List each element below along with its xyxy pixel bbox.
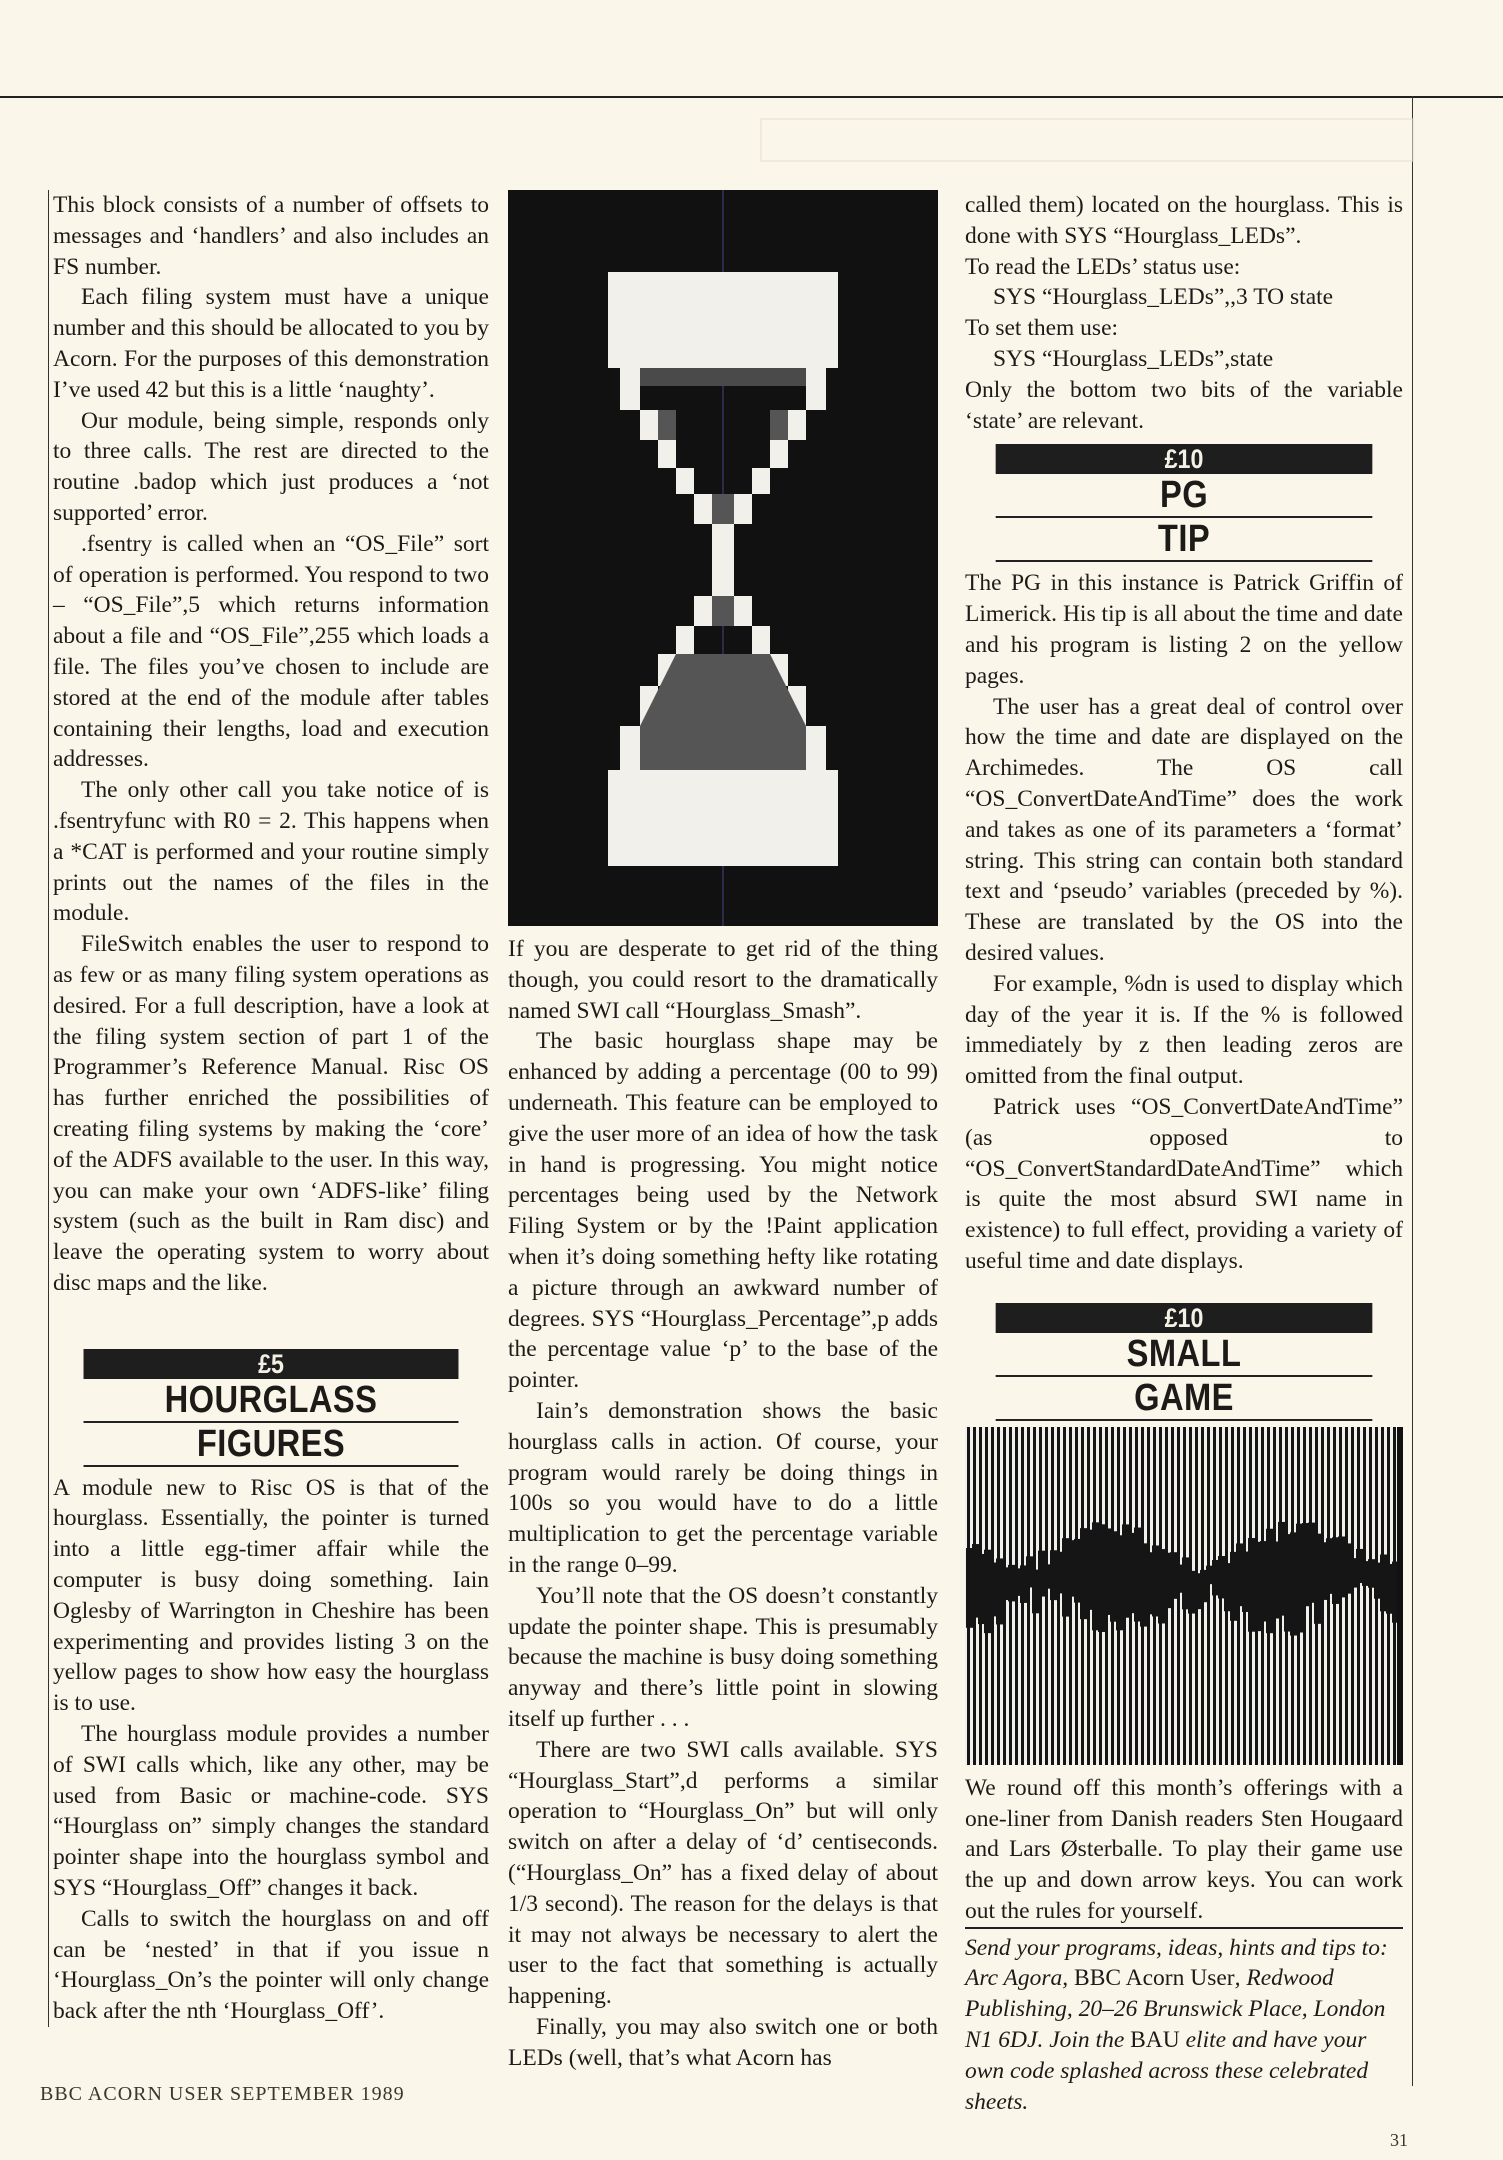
paragraph: If you are desperate to get rid of the thing though, you could resort to the dramatically named SWI call “Hourglass_Smash”. <box>508 936 938 1024</box>
small-game-heading <box>996 1303 1373 1421</box>
paragraph: Iain’s demonstration shows the basic hourglass calls in action. Of course, your program would rarely be doing things in 100s so you would have to do a little multiplication to get the percentage variable in the range 0–99. <box>508 1397 938 1578</box>
paragraph: You’ll note that the OS doesn’t constantly update the pointer shape. This is presumably because the machine is busy doing something anyway and there’s little point in slowing itself up further . . . <box>508 1582 938 1732</box>
section-title-line2: FIGURES <box>84 1423 459 1467</box>
hourglass-figures-heading <box>84 1349 459 1467</box>
paragraph: Finally, you may also switch one or both LEDs (well, that’s what Acorn has <box>508 2013 938 2071</box>
credit-text: Send your programs, ideas, hints and tips to: Arc Agora, <box>965 1934 1388 1992</box>
prize-badge: £10 <box>996 1303 1373 1333</box>
paragraph: .fsentry is called when an “OS_File” sort of operation is performed. You respond to two – “OS_File”,5 which returns information about a file and “OS_File”,255 which loads a file. The files you’ve chosen to include are stored at the end of the module after tables containing their lengths, load and execution addresses. <box>53 530 489 773</box>
paragraph: The only other call you take notice of is .fsentryfunc with R0 = 2. This happens when a *CAT is performed and your routine simply prints out the names of the files in the module. <box>53 777 489 927</box>
paragraph: For example, %dn is used to display which day of the year it is. If the % is followed immediately by z then leading zeros are omitted from the final output. <box>965 970 1403 1090</box>
code-line: SYS “Hourglass_LEDs”,state <box>993 345 1274 372</box>
bau-name: BAU <box>1130 2027 1180 2054</box>
prize-badge: £10 <box>996 444 1373 474</box>
paragraph: called them) located on the hourglass. This is done with SYS “Hourglass_LEDs”. <box>965 192 1403 249</box>
paragraph: The hourglass module provides a number of SWI calls which, like any other, may be used from Basic or machine-code. SYS “Hourglass on” simply changes the standard pointer shape into the hourglass symbol and SYS “Hourglass_Off” changes it back. <box>53 1721 489 1902</box>
paragraph: To read the LEDs’ status use: <box>965 253 1241 280</box>
section-title-line1: HOURGLASS <box>84 1379 459 1423</box>
section-title-line1: PG <box>996 474 1373 518</box>
paragraph: A module new to Risc OS is that of the hourglass. Essentially, the pointer is turned into a little egg-timer affair while the computer is busy doing something. Iain Oglesby of Warrington in Cheshire has been experimenting and provides listing 3 on the yellow pages to show how easy the hourglass is to use. <box>53 1474 489 1717</box>
section-title-line2: GAME <box>996 1377 1373 1421</box>
submission-credit <box>965 1927 1403 2118</box>
column-3 <box>965 190 1403 2117</box>
page-number: 31 <box>1390 2130 1408 2150</box>
hourglass-pixel-art-icon <box>508 190 938 926</box>
footer-publication: BBC ACORN USER SEPTEMBER 1989 <box>40 2083 405 2105</box>
paragraph: Only the bottom two bits of the variable ‘state’ are relevant. <box>965 376 1403 434</box>
paragraph: This block consists of a number of offsets to messages and ‘handlers’ and also includes an FS number. <box>53 192 489 280</box>
paragraph: To set them use: <box>965 315 1119 342</box>
paragraph: We round off this month’s offerings with a one-liner from Danish readers Sten Hougaard and Lars Østerballe. To play their game use the up and down arrow keys. You can work out the rules for yourself. <box>965 1774 1403 1924</box>
right-rule <box>1412 96 1413 2086</box>
paragraph: Our module, being simple, responds only to three calls. The rest are directed to the routine .badop which just produces a ‘not supported’ error. <box>53 407 489 526</box>
magazine-name: BBC Acorn User <box>1074 1965 1235 1992</box>
paragraph: The PG in this instance is Patrick Griffin of Limerick. His tip is all about the time and date and his program is listing 2 on the yellow pages. <box>965 570 1403 689</box>
bleed-through <box>760 118 1414 162</box>
column-1 <box>48 190 489 2027</box>
top-rule <box>0 96 1503 98</box>
prize-badge: £5 <box>84 1349 459 1379</box>
column-2 <box>508 190 938 2073</box>
game-bars-icon <box>965 1427 1397 1765</box>
paragraph: Patrick uses “OS_ConvertDateAndTime” (as opposed to “OS_ConvertStandardDateAndTime” which is quite the most absurd SWI name in existence) to full effect, providing a variety of useful time and date displays. <box>965 1093 1403 1274</box>
paragraph: FileSwitch enables the user to respond to as few or as many filing system operations as desired. For a full description, have a look at the filing system section of part 1 of the Programmer’s Reference Manual. Risc OS has further enriched the possibilities of creating filing systems by making the ‘core’ of the ADFS available to the user. In this way, you can make your own ‘ADFS-like’ filing system (such as the built in Ram disc) and leave the operating system to worry about disc maps and the like. <box>53 931 489 1296</box>
section-title-line1: SMALL <box>996 1333 1373 1377</box>
paragraph: Calls to switch the hourglass on and off can be ‘nested’ in that if you issue n ‘Hourglass_On’s the pointer will only change back after the nth ‘Hourglass_Off’. <box>53 1905 489 2025</box>
paragraph: The user has a great deal of control over how the time and date are displayed on the Archimedes. The OS call “OS_ConvertDateAndTime” does the work and takes as one of its parameters a ‘format’ string. This string can contain both standard text and ‘pseudo’ variables (preceded by %). These are translated by the OS into the desired values. <box>965 693 1403 966</box>
game-figure <box>965 1427 1403 1765</box>
section-title-line2: TIP <box>996 518 1373 562</box>
paragraph: Each filing system must have a unique number and this should be allocated to you by Acorn. For the purposes of this demonstration I’ve used 42 but this is a little ‘naughty’. <box>53 284 489 403</box>
code-line: SYS “Hourglass_LEDs”,,3 TO state <box>993 284 1334 311</box>
credit-text: , Redwood Publishing, 20–26 Brunswick Place, London N1 6DJ. Join the <box>965 1965 1386 2054</box>
hourglass-figure <box>508 190 938 926</box>
paragraph: The basic hourglass shape may be enhanced by adding a percentage (00 to 99) underneath. This feature can be employed to give the user more of an idea of how the task in hand is progressing. You might notice percentages being used by the Network Filing System or by the !Paint application when it’s doing something hefty like rotating a picture through an awkward number of degrees. SYS “Hourglass_Percentage”,p adds the percentage value ‘p’ to the base of the pointer. <box>508 1028 938 1394</box>
pg-tip-heading <box>996 444 1373 562</box>
paragraph: There are two SWI calls available. SYS “Hourglass_Start”,d performs a similar operation to “Hourglass_On” but will only switch on after a delay of ‘d’ centiseconds. (“Hourglass_On” has a fixed delay of about 1/3 second). The reason for the delays is that it may not always be necessary to alert the user to the fact that something is actually happening. <box>508 1736 938 2010</box>
credit-text: elite and have your own code splashed across these celebrated sheets. <box>965 2027 1369 2115</box>
